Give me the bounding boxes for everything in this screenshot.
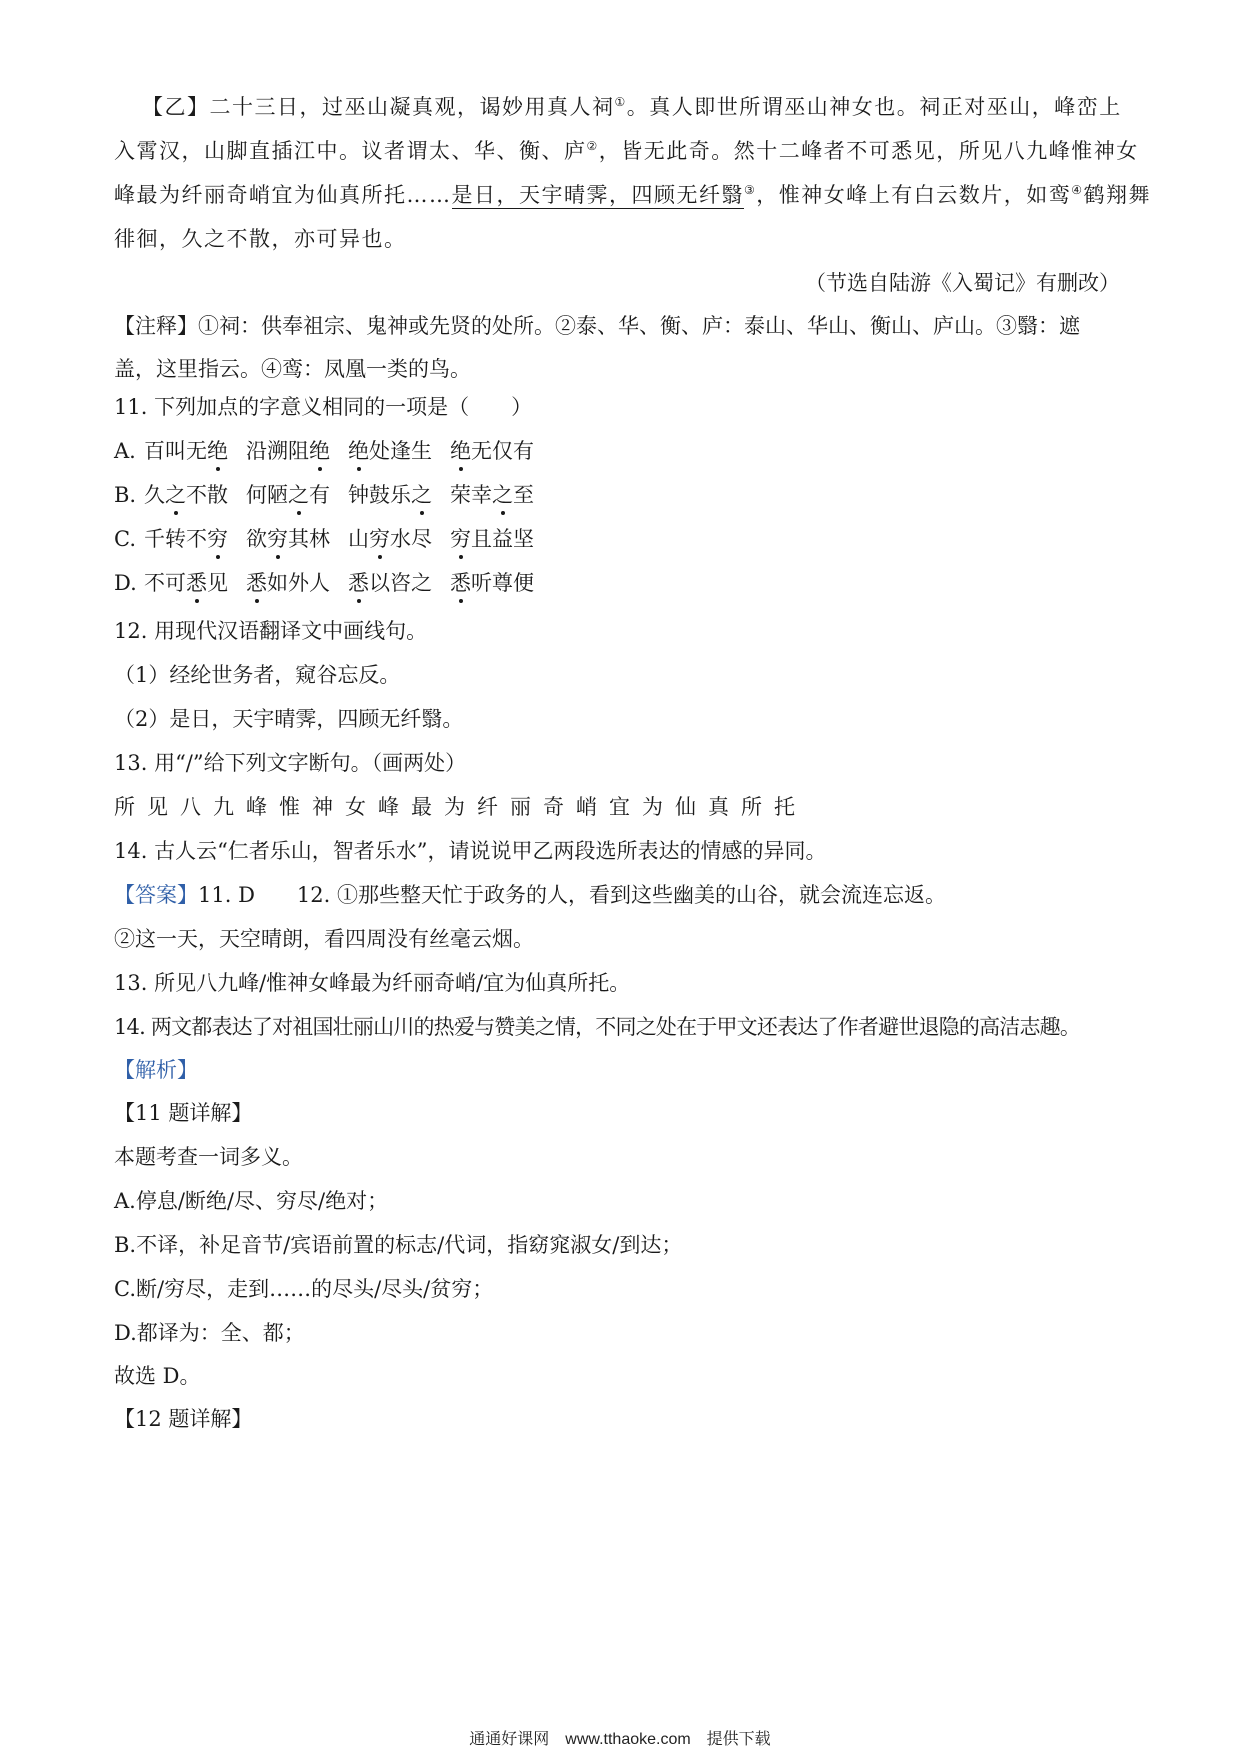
dotted-character: 悉 bbox=[186, 571, 207, 595]
dotted-character: 绝 bbox=[450, 439, 471, 463]
dotted-character: 绝 bbox=[207, 439, 228, 463]
dotted-character: 悉 bbox=[450, 571, 471, 595]
question-12-sentence-2: （2）是日，天宇晴霁，四顾无纤翳。 bbox=[114, 707, 464, 731]
option-label: A. bbox=[114, 439, 136, 463]
question-11-option-d bbox=[114, 568, 552, 598]
passage-text: 【乙】二十三日，过巫山凝真观，谒妙用真人祠 bbox=[142, 95, 615, 119]
answer-line-1 bbox=[114, 880, 946, 910]
notes-line-2: 盖，这里指云。④鸾：凤凰一类的鸟。 bbox=[114, 357, 471, 381]
question-13-text: 所见八九峰惟神女峰最为纤丽奇峭宜为仙真所托 bbox=[114, 795, 807, 819]
dotted-character: 绝 bbox=[309, 439, 330, 463]
dotted-character: 穷 bbox=[450, 527, 471, 551]
dotted-character: 之 bbox=[492, 483, 513, 507]
option-phrase: 悉以咨之 bbox=[348, 571, 432, 595]
dotted-character: 绝 bbox=[348, 439, 369, 463]
option-phrase: 何陋之有 bbox=[246, 483, 330, 507]
analysis-line: C.断/穷尽，走到……的尽头/尽头/贫穷； bbox=[114, 1277, 494, 1301]
footnote-mark: ① bbox=[614, 95, 627, 109]
passage-text: 鹤翔舞 bbox=[1083, 183, 1152, 207]
passage-text: 入霄汉，山脚直插江中。议者谓太、华、衡、庐 bbox=[114, 139, 587, 163]
option-phrase: 不可悉见 bbox=[144, 571, 228, 595]
dotted-character: 之 bbox=[288, 483, 309, 507]
question-11-stem: 11. 下列加点的字意义相同的一项是（ ） bbox=[114, 395, 533, 419]
option-phrase: 沿溯阻绝 bbox=[246, 439, 330, 463]
footnote-mark: ④ bbox=[1071, 183, 1084, 197]
answer-text: 11. D 12. ①那些整天忙于政务的人，看到这些幽美的山谷，就会流连忘返。 bbox=[198, 883, 946, 907]
option-phrase: 穷且益坚 bbox=[450, 527, 534, 551]
passage-line-2 bbox=[114, 136, 1139, 166]
dotted-character: 之 bbox=[411, 483, 432, 507]
passage-text: 峰最为纤丽奇峭宜为仙真所托…… bbox=[114, 183, 452, 207]
question-11-option-b bbox=[114, 480, 552, 510]
question-13-stem: 13. 用“/”给下列文字断句。（画两处） bbox=[114, 751, 467, 775]
passage-line-3 bbox=[114, 180, 1151, 210]
dotted-character: 穷 bbox=[207, 527, 228, 551]
answer-tag: 【答案】 bbox=[114, 883, 198, 907]
analysis-line: 故选 D。 bbox=[114, 1364, 201, 1388]
analysis-line: A.停息/断绝/尽、穷尽/绝对； bbox=[114, 1189, 389, 1213]
option-phrase: 久之不散 bbox=[144, 483, 228, 507]
notes-line-1: 【注释】①祠：供奉祖宗、鬼神或先贤的处所。②泰、华、衡、庐：泰山、华山、衡山、庐山。③翳：遮 bbox=[114, 314, 1080, 338]
answer-line-2: ②这一天，天空晴朗，看四周没有丝毫云烟。 bbox=[114, 927, 534, 951]
passage-line-1 bbox=[114, 92, 1122, 122]
dotted-character: 之 bbox=[165, 483, 186, 507]
dotted-character: 悉 bbox=[246, 571, 267, 595]
option-phrase: 千转不穷 bbox=[144, 527, 228, 551]
question-12-sentence-1: （1）经纶世务者，窥谷忘反。 bbox=[114, 663, 401, 687]
page-footer: 通通好课网 www.tthaoke.com 提供下载 bbox=[469, 1731, 771, 1748]
footnote-mark: ③ bbox=[744, 183, 757, 197]
analysis-line: D.都译为：全、都； bbox=[114, 1321, 305, 1345]
option-phrase: 悉如外人 bbox=[246, 571, 330, 595]
passage-text: ，惟神女峰上有白云数片，如鸾 bbox=[756, 183, 1072, 207]
question-12-stem: 12. 用现代汉语翻译文中画线句。 bbox=[114, 619, 428, 643]
underlined-sentence: 是日，天宇晴霁，四顾无纤翳 bbox=[451, 183, 744, 207]
passage-source: （节选自陆游《入蜀记》有删改） bbox=[805, 271, 1120, 295]
analysis-heading-11: 【11 题详解】 bbox=[114, 1101, 253, 1125]
question-14-stem: 14. 古人云“仁者乐山，智者乐水”，请说说甲乙两段选所表达的情感的异同。 bbox=[114, 839, 827, 863]
dotted-character: 穷 bbox=[267, 527, 288, 551]
question-11-option-c bbox=[114, 524, 552, 554]
option-phrase: 绝无仅有 bbox=[450, 439, 534, 463]
analysis-tag: 【解析】 bbox=[114, 1058, 198, 1082]
option-phrase: 百叫无绝 bbox=[144, 439, 228, 463]
option-phrase: 钟鼓乐之 bbox=[348, 483, 432, 507]
dotted-character: 悉 bbox=[348, 571, 369, 595]
question-11-option-a bbox=[114, 436, 552, 466]
analysis-heading-12: 【12 题详解】 bbox=[114, 1407, 253, 1431]
dotted-character: 穷 bbox=[369, 527, 390, 551]
option-label: D. bbox=[114, 571, 137, 595]
option-phrase: 欲穷其林 bbox=[246, 527, 330, 551]
answer-line-4: 14. 两文都表达了对祖国壮丽山川的热爱与赞美之情，不同之处在于甲文还表达了作者避世退隐的高洁志趣。 bbox=[114, 1015, 1081, 1039]
passage-text: 。真人即世所谓巫山神女也。祠正对巫山，峰峦上 bbox=[626, 95, 1122, 119]
answer-line-3: 13. 所见八九峰/惟神女峰最为纤丽奇峭/宜为仙真所托。 bbox=[114, 971, 631, 995]
analysis-line: B.不译，补足音节/宾语前置的标志/代词，指窈窕淑女/到达； bbox=[114, 1233, 683, 1257]
option-phrase: 山穷水尽 bbox=[348, 527, 432, 551]
option-phrase: 荣幸之至 bbox=[450, 483, 534, 507]
option-label: C. bbox=[114, 527, 136, 551]
option-label: B. bbox=[114, 483, 137, 507]
passage-line-4: 徘徊，久之不散，亦可异也。 bbox=[114, 227, 407, 251]
option-phrase: 悉听尊便 bbox=[450, 571, 534, 595]
passage-text: ，皆无此奇。然十二峰者不可悉见，所见八九峰惟神女 bbox=[598, 139, 1139, 163]
option-phrase: 绝处逢生 bbox=[348, 439, 432, 463]
analysis-line: 本题考查一词多义。 bbox=[114, 1145, 303, 1169]
footnote-mark: ② bbox=[586, 139, 599, 153]
